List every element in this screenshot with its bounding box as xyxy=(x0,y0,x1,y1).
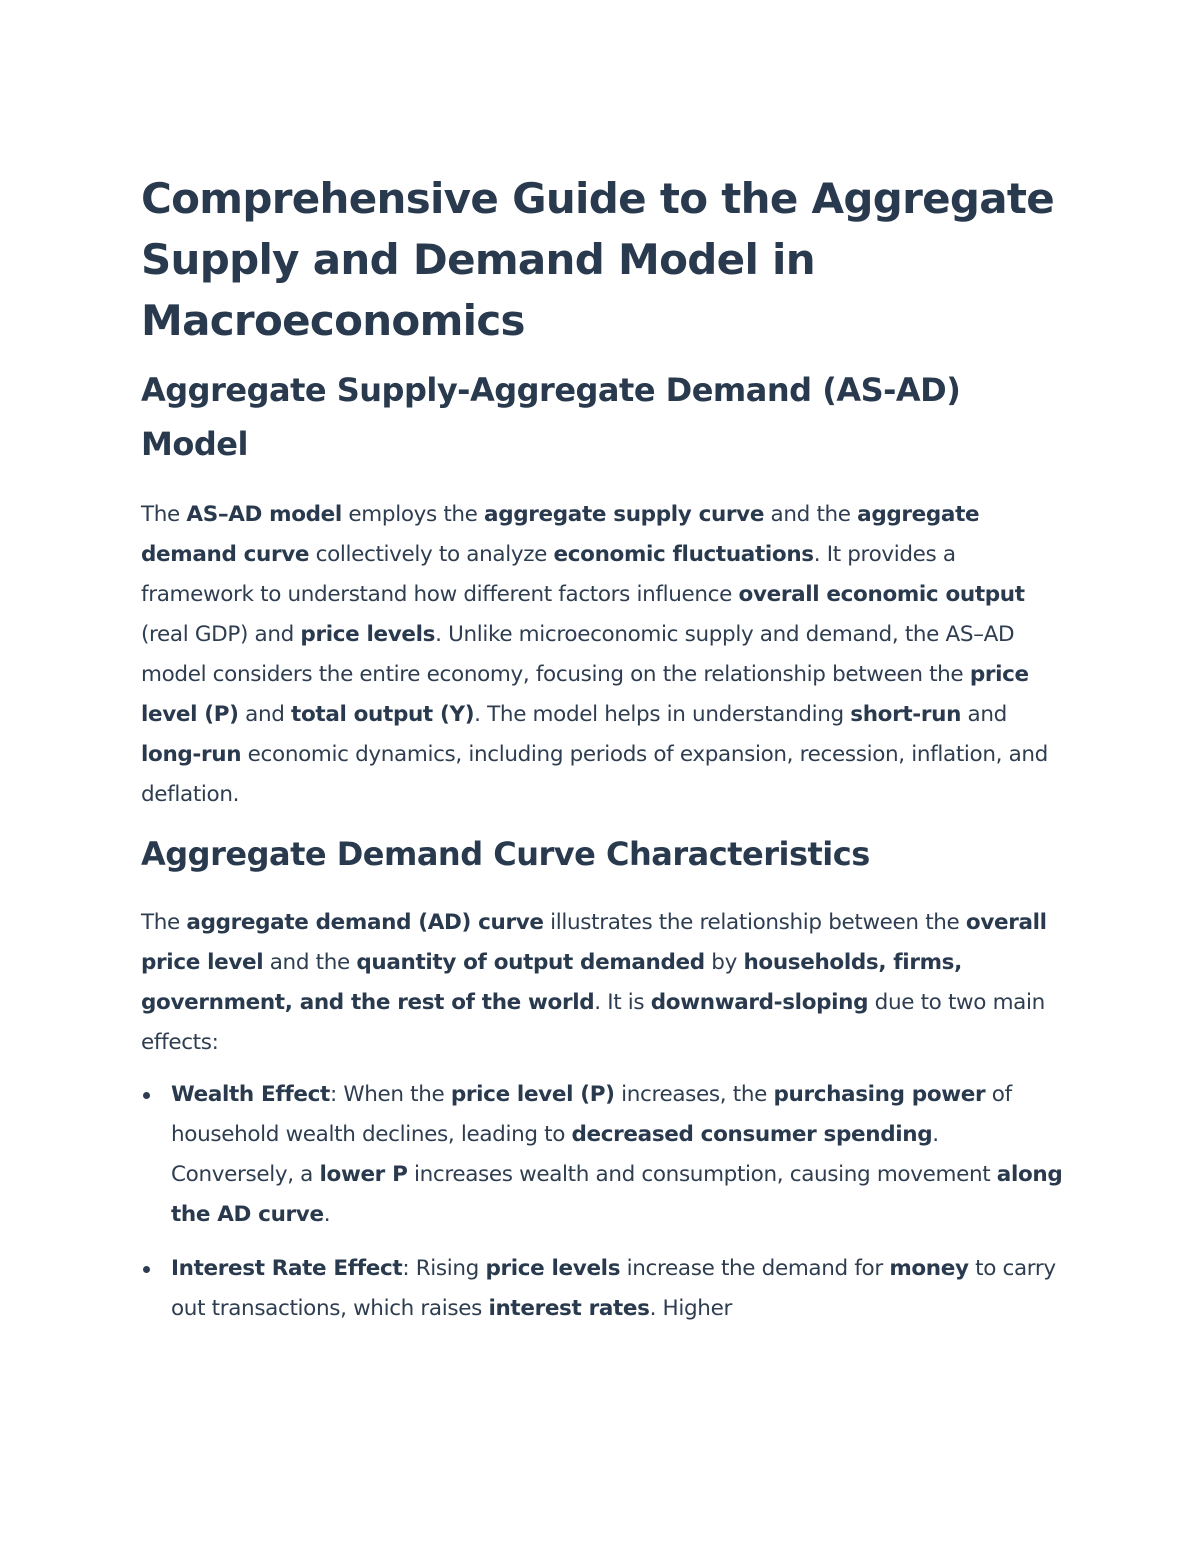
text-run: of household wealth declines, leading to xyxy=(171,1082,1012,1147)
text-run: The xyxy=(141,910,187,935)
bullet-icon xyxy=(143,1092,150,1099)
text-run: illustrates the relationship between the xyxy=(543,910,966,935)
bold-term: price level (P) xyxy=(450,1082,615,1107)
text-run: to carry out transactions, which raises xyxy=(171,1256,1056,1321)
text-run: and the xyxy=(764,502,858,527)
bold-term: aggregate demand (AD) curve xyxy=(186,910,544,935)
text-run: . It is xyxy=(594,990,651,1015)
bold-term: short-run xyxy=(850,702,962,727)
text-run: . It provides a framework to understand how different factors influence xyxy=(141,542,956,607)
text-run: The xyxy=(141,502,187,527)
effects-list xyxy=(141,1075,1066,1329)
text-run: due to two main effects: xyxy=(141,990,1045,1055)
bold-term: overall economic output xyxy=(738,582,1025,607)
bold-term: price levels xyxy=(485,1256,621,1281)
text-run: by xyxy=(704,950,744,975)
page-title: Comprehensive Guide to the Aggregate Supply and Demand Model in Macroeconomics xyxy=(141,174,1055,345)
bold-term: total output (Y) xyxy=(291,702,475,727)
bold-term: along the AD curve xyxy=(171,1162,1063,1227)
text-run: and xyxy=(961,702,1007,727)
bold-term: Wealth Effect xyxy=(171,1082,330,1107)
text-run: . Conversely, a xyxy=(171,1122,939,1187)
bold-term: long-run xyxy=(141,742,242,767)
bold-term: money xyxy=(889,1256,969,1281)
text-run: economic dynamics, including periods of expansion, recession, inflation, and deflation. xyxy=(141,742,1048,807)
bold-term: lower P xyxy=(319,1162,408,1187)
text-run: (real GDP) and xyxy=(141,622,301,647)
bold-term: interest rates xyxy=(488,1296,650,1321)
bold-term: economic fluctuations xyxy=(553,542,814,567)
bold-term: purchasing power xyxy=(773,1082,986,1107)
as-ad-paragraph xyxy=(141,495,1066,815)
text-run: . xyxy=(323,1202,331,1227)
list-item-interest-rate-effect xyxy=(141,1249,1066,1329)
text-run: increases, the xyxy=(614,1082,774,1107)
bullet-icon xyxy=(143,1266,150,1273)
text-run: and the xyxy=(263,950,357,975)
text-run: . Unlike microeconomic supply and demand, the AS–AD model considers the entire economy, focusing on the relationship between the xyxy=(141,622,1015,687)
bold-term: Interest Rate Effect xyxy=(171,1256,403,1281)
bold-term: quantity of output demanded xyxy=(356,950,705,975)
bold-term: price levels xyxy=(300,622,436,647)
bold-term: downward-sloping xyxy=(650,990,869,1015)
document-page xyxy=(141,168,1066,1343)
text-run: : Rising xyxy=(402,1256,486,1281)
bold-term: aggregate supply curve xyxy=(484,502,765,527)
bold-term: overall price level xyxy=(141,910,1047,975)
ad-curve-paragraph xyxy=(141,903,1066,1063)
text-run: : When the xyxy=(329,1082,451,1107)
text-run: . Higher xyxy=(649,1296,732,1321)
text-run: . The model helps in understanding xyxy=(474,702,851,727)
bold-term: aggregate demand curve xyxy=(141,502,980,567)
bold-term: AS–AD model xyxy=(186,502,342,527)
text-run: employs the xyxy=(341,502,485,527)
list-item-wealth-effect xyxy=(141,1075,1066,1235)
text-run: increase the demand for xyxy=(620,1256,890,1281)
section-heading-ad-curve: Aggregate Demand Curve Characteristics xyxy=(141,835,870,873)
text-run: collectively to analyze xyxy=(309,542,554,567)
section-heading-as-ad-model: Aggregate Supply-Aggregate Demand (AS-AD) Model xyxy=(141,371,961,463)
bold-term: decreased consumer spending xyxy=(571,1122,933,1147)
bold-term: households, firms, government, and the rest of the world xyxy=(141,950,962,1015)
text-run: increases wealth and consumption, causing movement xyxy=(407,1162,997,1187)
text-run: and xyxy=(238,702,292,727)
bold-term: price level (P) xyxy=(141,662,1029,727)
